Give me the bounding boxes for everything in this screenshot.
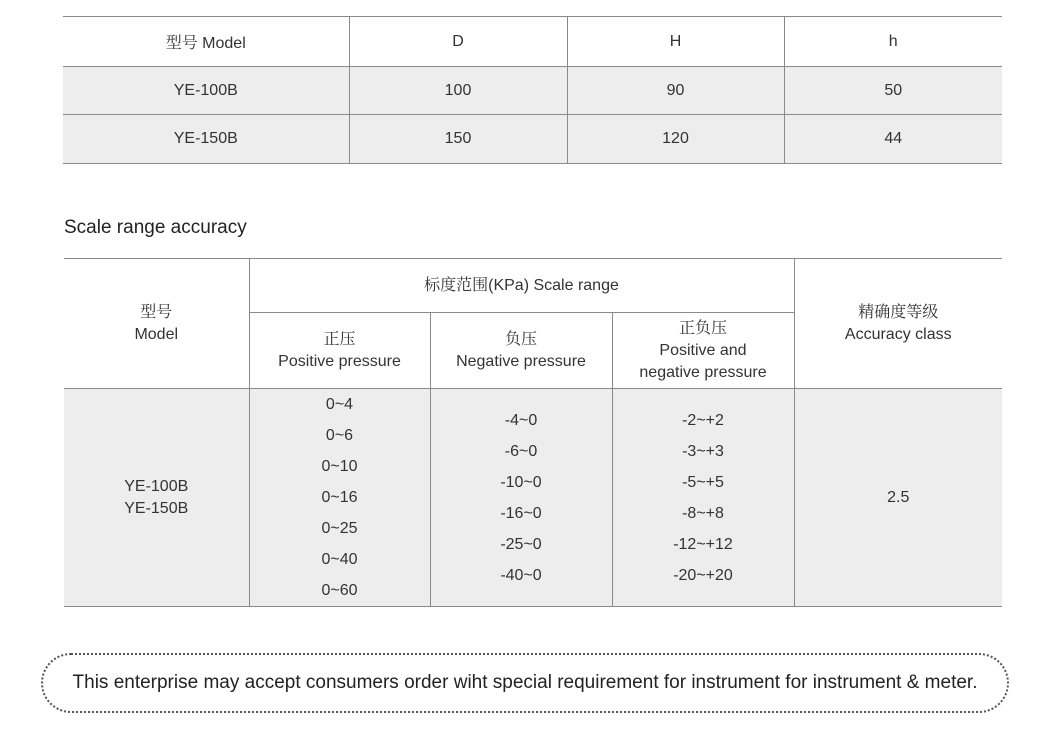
positive-value: 0~40 [321, 551, 358, 568]
notice-text: This enterprise may accept consumers order wiht special requirement for instrument for instrument & meter. [72, 672, 978, 693]
negative-value: -10~0 [500, 473, 542, 491]
negative-value: -40~0 [500, 566, 542, 584]
positive-header [249, 313, 430, 389]
model-header-en: Model [134, 325, 179, 343]
model-value: YE-100B [124, 477, 189, 495]
model-value: YE-150B [124, 499, 189, 517]
table-row [63, 115, 1002, 164]
negative-cell [430, 389, 612, 607]
cell-d: 150 [349, 115, 567, 164]
posneg-value: -2~+2 [682, 411, 724, 429]
posneg-header-en-1: Positive and [659, 341, 747, 359]
posneg-header [612, 313, 794, 389]
cell-h: 50 [784, 67, 1002, 115]
posneg-header-cn: 正负压 [678, 319, 727, 337]
header-h: h [784, 17, 1002, 67]
cell-d: 100 [349, 67, 567, 115]
cell-H: 120 [567, 115, 784, 164]
scale-range-header: 标度范围(KPa) Scale range [249, 259, 794, 313]
positive-value: 0~6 [325, 427, 354, 444]
notice-box [41, 653, 1009, 713]
header-d: D [349, 17, 567, 67]
negative-header-en: Negative pressure [456, 352, 586, 370]
positive-value: 0~10 [321, 458, 358, 475]
table-row [63, 67, 1002, 115]
model-cell [64, 389, 249, 607]
negative-value: -16~0 [500, 504, 542, 522]
positive-value: 0~60 [321, 582, 358, 599]
posneg-value: -5~+5 [682, 473, 724, 491]
positive-value: 0~25 [321, 520, 358, 537]
accuracy-header-en: Accuracy class [844, 325, 952, 343]
negative-header-cn: 负压 [504, 330, 537, 348]
scale-range-table [64, 258, 1002, 607]
cell-h: 44 [784, 115, 1002, 164]
positive-header-en: Positive pressure [278, 352, 401, 370]
negative-header [430, 313, 612, 389]
posneg-value: -20~+20 [673, 566, 733, 584]
section-title: Scale range accuracy [64, 217, 247, 238]
accuracy-header [794, 259, 1002, 389]
negative-value: -4~0 [504, 411, 538, 429]
cell-model: YE-150B [63, 115, 349, 164]
table-row [64, 389, 1002, 607]
posneg-value: -3~+3 [682, 442, 724, 460]
cell-model: YE-100B [63, 67, 349, 115]
header-H: H [567, 17, 784, 67]
dimension-table [63, 16, 1002, 164]
positive-cell [249, 389, 430, 607]
negative-value: -25~0 [500, 535, 542, 553]
header-model: 型号 Model [63, 17, 349, 67]
positive-value: 0~4 [325, 396, 354, 413]
positive-header-cn: 正压 [323, 330, 356, 348]
accuracy-header-cn: 精确度等级 [858, 303, 939, 321]
posneg-value: -8~+8 [682, 504, 724, 522]
posneg-header-en-2: negative pressure [639, 363, 767, 381]
posneg-value: -12~+12 [673, 535, 733, 553]
model-header-cn: 型号 [140, 303, 173, 321]
cell-H: 90 [567, 67, 784, 115]
accuracy-cell: 2.5 [794, 389, 1002, 607]
dimension-table-header-row [63, 17, 1002, 67]
model-header [64, 259, 249, 389]
posneg-cell [612, 389, 794, 607]
negative-value: -6~0 [504, 442, 538, 460]
scale-table-header-row [64, 259, 1002, 313]
positive-value: 0~16 [321, 489, 358, 506]
